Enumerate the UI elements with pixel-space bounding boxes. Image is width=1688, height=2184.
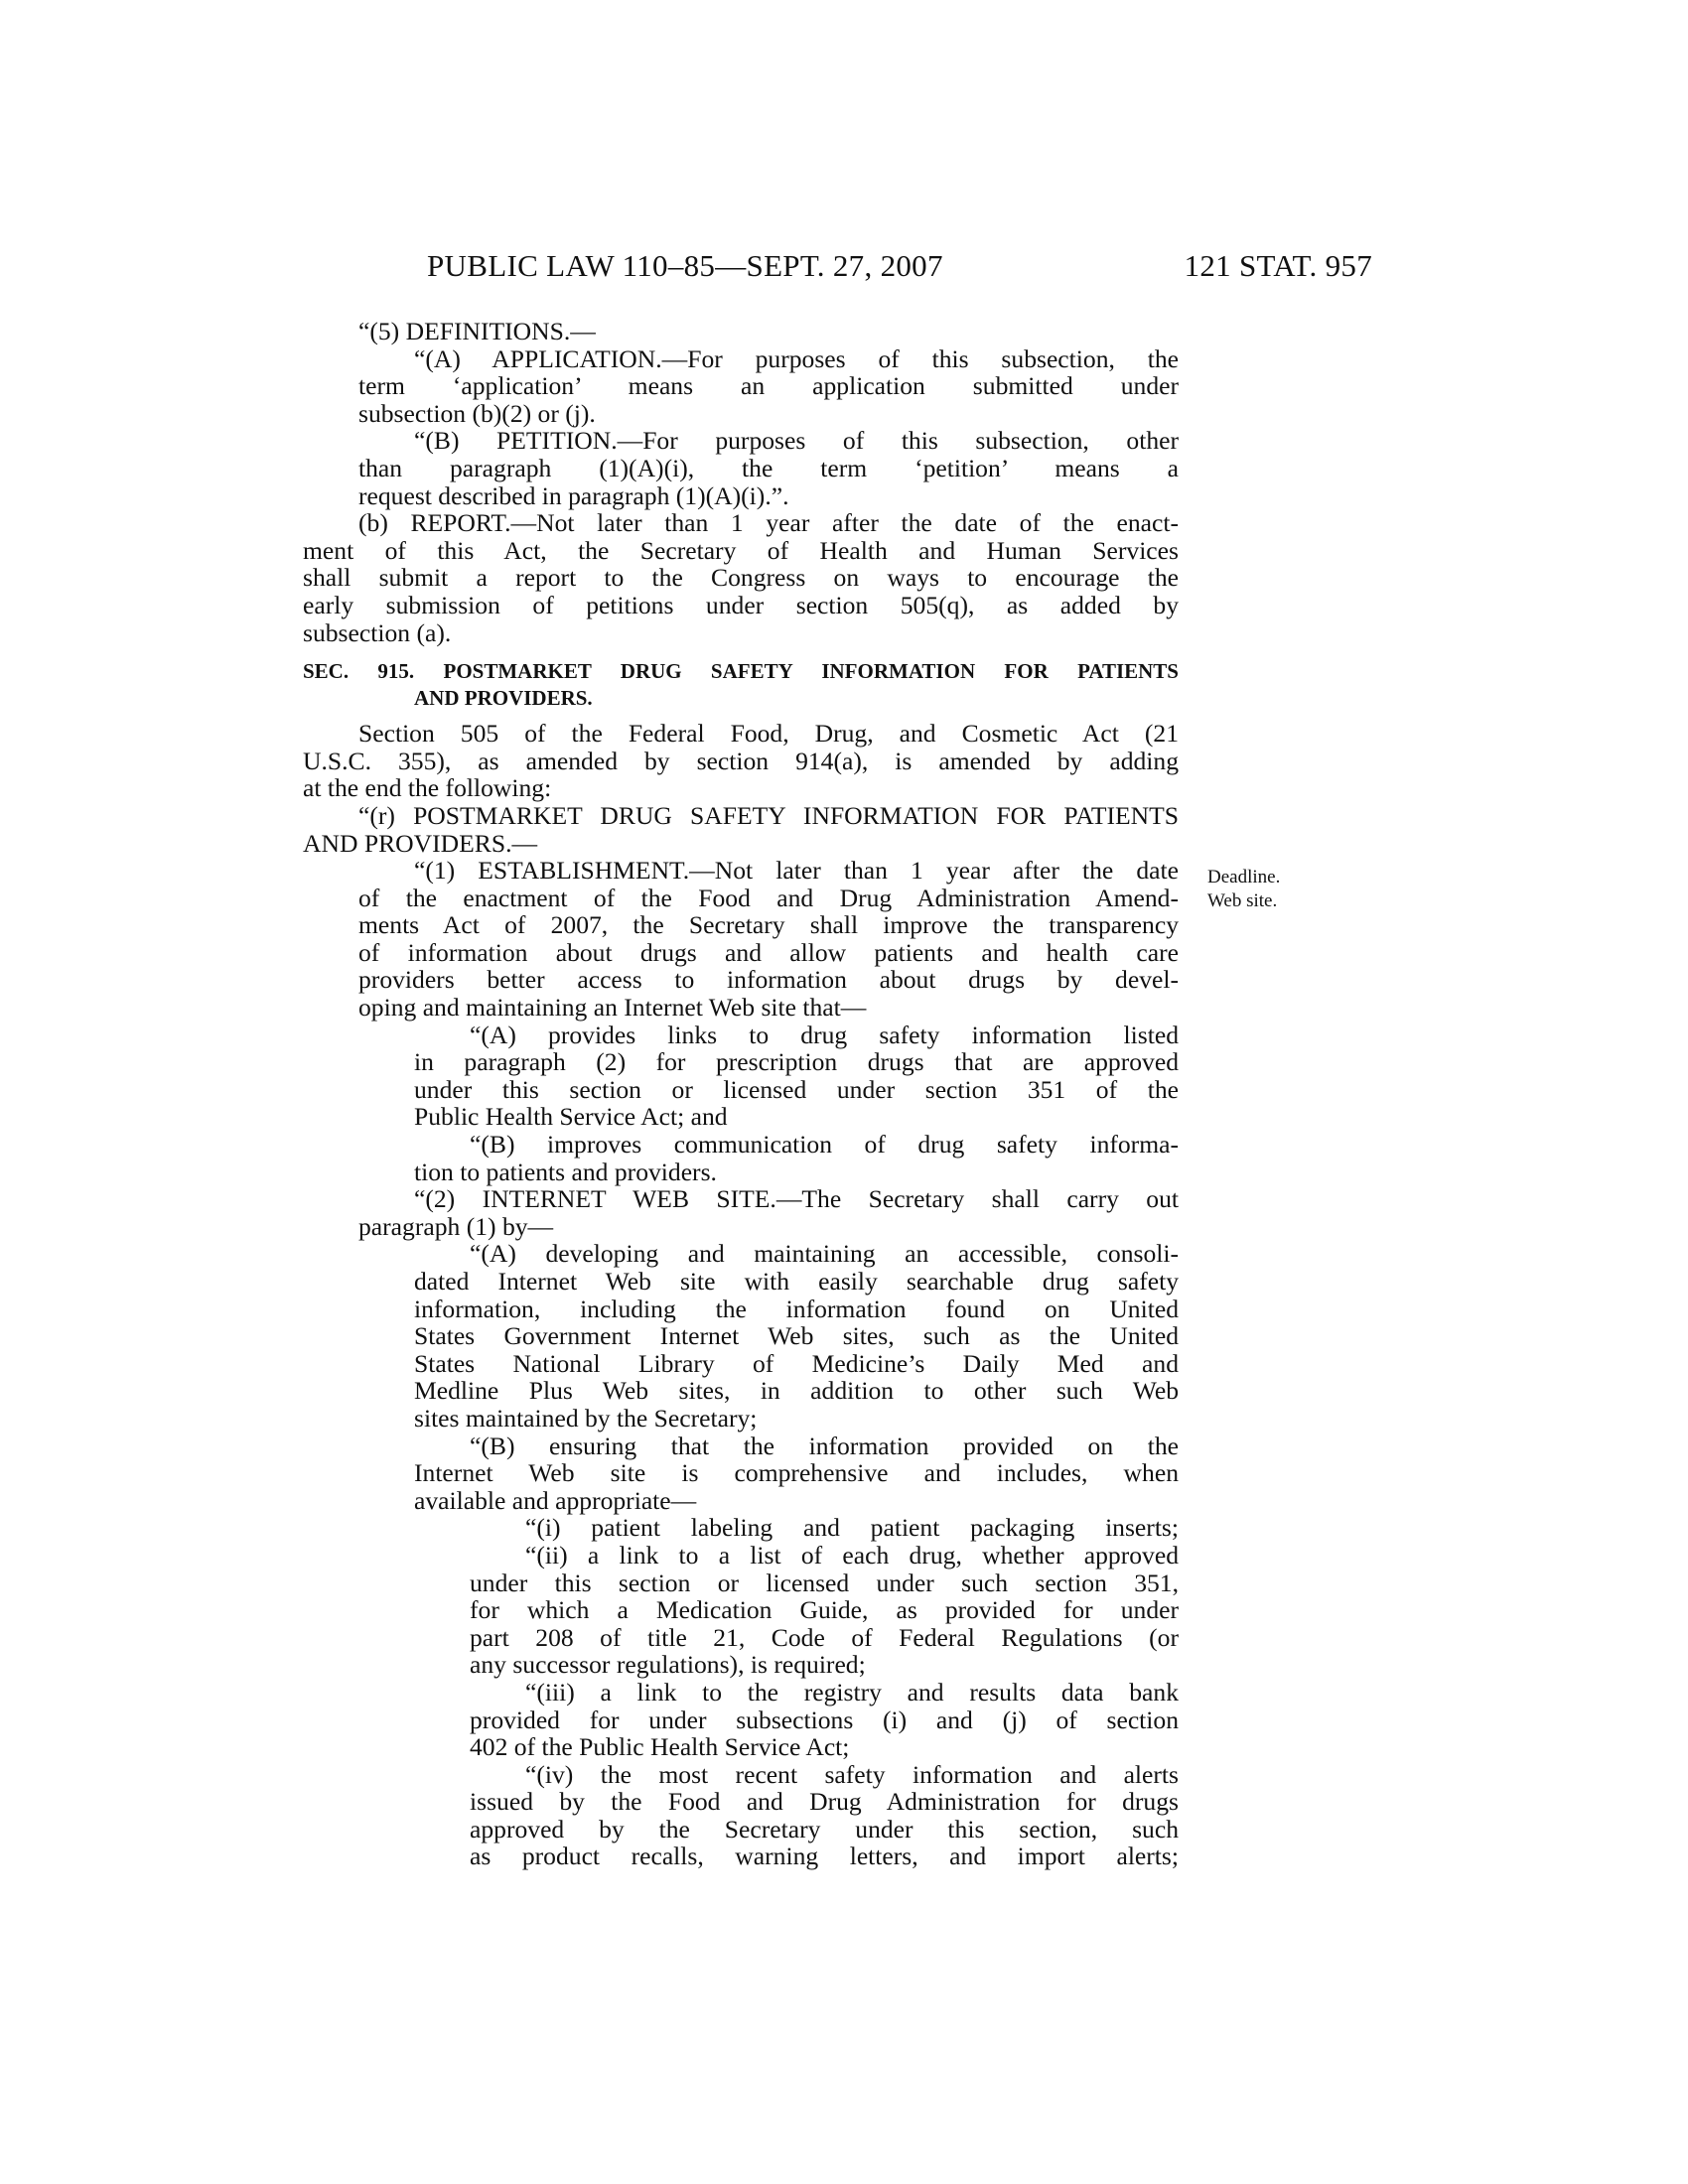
text-line: “(B) improves communication of drug safety informa-: [470, 1130, 1179, 1160]
text-line: “(1) ESTABLISHMENT.—Not later than 1 year after the date: [414, 856, 1179, 886]
text-line: in paragraph (2) for prescription drugs that are approved: [414, 1047, 1179, 1077]
text-line: any successor regulations), is required;: [470, 1650, 866, 1680]
text-line: ments Act of 2007, the Secretary shall improve the transparency: [358, 910, 1179, 940]
text-line: States National Library of Medicine’s Daily Med and: [414, 1348, 1179, 1378]
text-line: AND PROVIDERS.—: [303, 828, 538, 858]
header-page-number: 121 STAT. 957: [1184, 248, 1372, 283]
header-title: PUBLIC LAW 110–85—SEPT. 27, 2007: [427, 248, 943, 283]
text-line: dated Internet Web site with easily searchable drug safety: [414, 1267, 1179, 1296]
text-line: “(iii) a link to the registry and results data bank: [525, 1677, 1179, 1706]
text-line: issued by the Food and Drug Administration for drugs: [470, 1787, 1179, 1817]
text-line: shall submit a report to the Congress on ways to encourage the: [303, 563, 1179, 593]
text-line: oping and maintaining an Internet Web site that—: [358, 993, 867, 1023]
text-line: “(i) patient labeling and patient packaging inserts;: [525, 1513, 1179, 1543]
text-line: Internet Web site is comprehensive and includes, when: [414, 1458, 1179, 1488]
text-line: available and appropriate—: [414, 1485, 697, 1515]
text-line: “(5) DEFINITIONS.—: [358, 317, 596, 345]
text-line: ment of this Act, the Secretary of Health and Human Services: [303, 535, 1179, 565]
text-line: provided for under subsections (i) and (j) of section: [470, 1705, 1179, 1734]
text-line: “(A) APPLICATION.—For purposes of this subsection, the: [414, 343, 1179, 373]
text-line: paragraph (1) by—: [358, 1211, 554, 1241]
text-line: “(B) ensuring that the information provided on the: [470, 1431, 1179, 1460]
text-line: than paragraph (1)(A)(i), the term ‘petition’ means a: [358, 453, 1179, 482]
text-line: at the end the following:: [303, 773, 552, 803]
text-line: “(ii) a link to a list of each drug, whether approved: [525, 1540, 1179, 1570]
running-header: [427, 248, 1372, 288]
text-line: U.S.C. 355), as amended by section 914(a), is amended by adding: [303, 746, 1179, 775]
text-line: request described in paragraph (1)(A)(i).”.: [358, 480, 789, 510]
margin-note-deadline: Deadline.: [1207, 867, 1281, 887]
text-line: as product recalls, warning letters, and import alerts;: [470, 1842, 1179, 1871]
text-line: 402 of the Public Health Service Act;: [470, 1732, 850, 1762]
text-line: part 208 of title 21, Code of Federal Regulations (or: [470, 1622, 1179, 1652]
text-line: “(r) POSTMARKET DRUG SAFETY INFORMATION FOR PATIENTS: [358, 800, 1179, 830]
section-heading: AND PROVIDERS.: [414, 686, 593, 711]
text-line: “(A) developing and maintaining an accessible, consoli-: [470, 1239, 1179, 1269]
margin-note-web-site: Web site.: [1207, 890, 1278, 911]
text-line: under this section or licensed under such section 351,: [470, 1568, 1179, 1597]
text-line: of the enactment of the Food and Drug Administration Amend-: [358, 883, 1179, 912]
text-line: information, including the information found on United: [414, 1294, 1179, 1323]
text-line: for which a Medication Guide, as provided for under: [470, 1595, 1179, 1625]
text-line: subsection (a).: [303, 617, 452, 647]
margin-notes: [1207, 866, 1280, 913]
text-line: sites maintained by the Secretary;: [414, 1403, 758, 1433]
text-line: States Government Internet Web sites, such as the United: [414, 1321, 1179, 1351]
text-line: early submission of petitions under section 505(q), as added by: [303, 590, 1179, 619]
text-line: “(A) provides links to drug safety information listed: [470, 1020, 1179, 1049]
text-line: (b) REPORT.—Not later than 1 year after the date of the enact-: [358, 508, 1179, 538]
document-body: [303, 318, 1179, 1870]
text-line: “(iv) the most recent safety information and alerts: [525, 1759, 1179, 1789]
text-line: subsection (b)(2) or (j).: [358, 398, 596, 428]
text-line: under this section or licensed under section 351 of the: [414, 1074, 1179, 1104]
text-line: “(2) INTERNET WEB SITE.—The Secretary shall carry out: [414, 1184, 1179, 1214]
section-heading: SEC. 915. POSTMARKET DRUG SAFETY INFORMATION FOR PATIENTS: [303, 659, 1179, 684]
text-line: Medline Plus Web sites, in addition to other such Web: [414, 1376, 1179, 1406]
text-line: “(B) PETITION.—For purposes of this subsection, other: [414, 426, 1179, 456]
text-line: of information about drugs and allow patients and health care: [358, 937, 1179, 967]
text-line: providers better access to information about drugs by devel-: [358, 965, 1179, 995]
text-line: Section 505 of the Federal Food, Drug, and Cosmetic Act (21: [358, 719, 1179, 749]
text-line: term ‘application’ means an application submitted under: [358, 371, 1179, 401]
text-line: tion to patients and providers.: [414, 1157, 717, 1186]
text-line: approved by the Secretary under this section, such: [470, 1814, 1179, 1843]
text-line: Public Health Service Act; and: [414, 1102, 728, 1132]
